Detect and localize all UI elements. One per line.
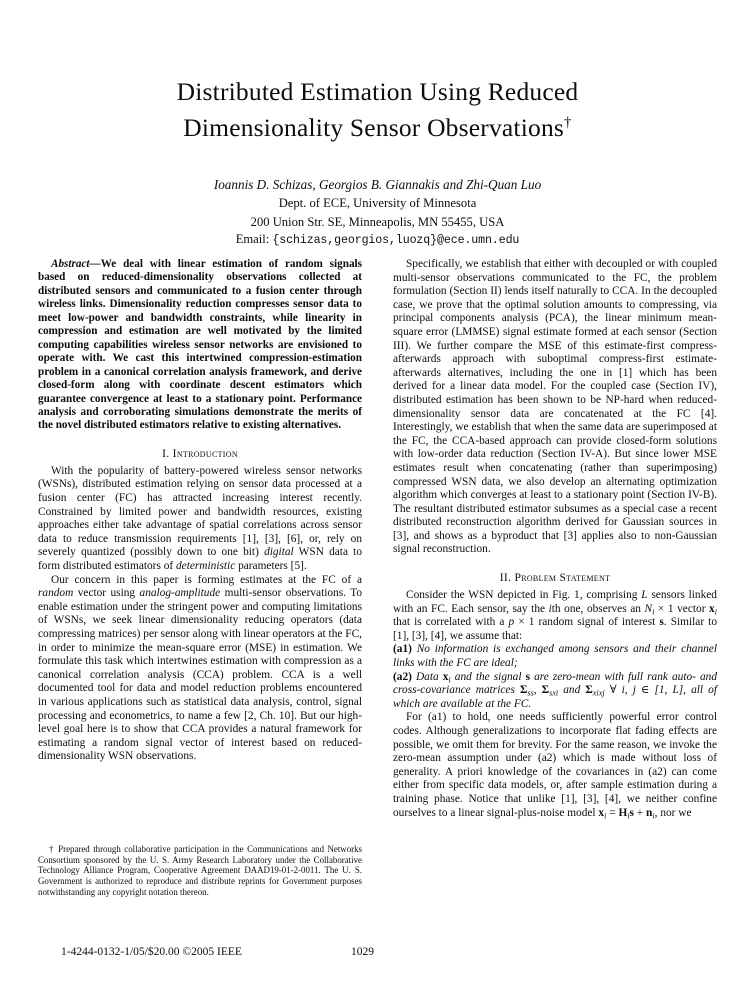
problem-p2-part-b: , nor we: [654, 806, 692, 819]
page-title-line-1: Distributed Estimation Using Reduced: [176, 77, 579, 106]
math-sub-i-3: i: [448, 674, 451, 684]
assumption-a2-text-b: and the signal: [450, 670, 526, 683]
problem-p1-part-f: × 1 random signal of interest: [514, 616, 660, 629]
assumption-a2-label: (a2): [393, 670, 412, 683]
intro-paragraph-1: [38, 465, 362, 574]
math-sub-i-6: i: [652, 810, 655, 820]
footnote-block: [38, 844, 362, 898]
math-sub-x-1: x: [592, 688, 597, 698]
footnote-marker-icon: †: [49, 844, 55, 854]
affiliation-line-1: Dept. of ECE, University of Minnesota: [278, 196, 477, 210]
math-sub-sx: sx: [549, 688, 556, 698]
page-title-line-2-text: Dimensionality Sensor Observations: [183, 113, 565, 142]
section-numeral-1: I.: [162, 446, 170, 460]
problem-paragraph-2: [393, 711, 717, 820]
page-title-line-2: [38, 110, 717, 146]
problem-p1-part-e: that is correlated with a: [393, 616, 509, 629]
footnote-body: Prepared through collaborative participation in the Communications and Networks Consortium sponsored by the U. S. Army Research Laboratory under the Collaborative Technology Alliance Program, Cooperative Agreement DAAD19-01-2-0011. The U. S. Government is authorized to reproduce and distribute reprints for Government purposes notwithstanding any copyright notation thereon.: [38, 844, 362, 897]
abstract-paragraph: [38, 258, 362, 433]
assumption-a2: (a2) Data $x_i$ and the signal s are zero-mean with full rank auto- and cross-covariance matrices $\Sigma_{ss}$, $\Sigma_{sxi}$ and $\Sigma_{xixj}$ ∀ i, j ∈ [1, L], all of which are available at the FC.: [393, 670, 718, 710]
intro-p1-part-a: With the popularity of battery-powered wireless sensor networks (WSNs), distributed estimation relying on sensor data processed at a fusion center (FC) has attracted increasing interest recently. Constrained by limited power and bandwidth resources, existing approaches either take advantage of spatial correlations across sensor data to reduce transmission requirements [1], [3], [6], or, rely on severely quantized (possibly down to one bit): [38, 464, 362, 559]
page-footer: [38, 946, 717, 958]
math-sigma-ss: Σ: [519, 684, 528, 697]
assumption-a1-text: No information is exchanged among sensors and their channel links with the FC are ideal;: [393, 643, 717, 670]
intro-p1-part-b: WSN data to form distributed estimators of: [38, 546, 363, 573]
section-heading-introduction: [38, 447, 362, 460]
section-heading-problem-statement: [393, 571, 717, 584]
math-sub-i-5: i: [627, 810, 630, 820]
footer-page-number: 1029: [351, 946, 374, 958]
assumption-a2-text-c: are zero-mean with full rank auto- and cross-covariance matrices: [393, 670, 718, 697]
math-equals: =: [606, 806, 619, 819]
math-var-p: p: [508, 616, 515, 629]
problem-p1-part-c: th one, observes an: [551, 602, 645, 615]
intro-paragraph-2: [38, 574, 362, 764]
assumption-a2-text-a: Data: [415, 670, 443, 683]
email-label: Email:: [235, 232, 270, 246]
math-vector-s-3: s: [629, 806, 634, 819]
math-var-L: L: [641, 589, 648, 602]
footer-isbn: 1-4244-0132-1/05/$20.00 ©2005 IEEE: [61, 946, 242, 958]
math-sub-x-i: i: [596, 688, 599, 698]
problem-p1-part-g: . Similar to [1], [3], [4], we assume that:: [393, 616, 717, 642]
email-line: [38, 231, 717, 250]
assumption-a1-label: (a1): [393, 643, 412, 656]
specifically-paragraph: Specifically, we establish that either with decoupled or with coupled multi-sensor observations communicated to the FC, the problem formulation (Section II) lends itself naturally to CCA. In the decoupled case, we prove that the optimal solution amounts to compressing, via principal components analysis (PCA), the linear minimum mean-square error (LMMSE) signal estimate formed at each sensor (Section III). We further compare the MSE of this estimate-first compress-afterwards approach with suboptimal compress-first estimate-afterwards alternatives, including the one in [1] which has been derived for a linear data model. For the coupled case (Section IV), distributed estimation has been shown to be NP-hard when reduced-dimensionality sensor data are concatenated at the FC [4]. Interestingly, we establish that when the same data are superimposed at the FC, the CCA-based approach can provide closed-form solutions with low-order data reduction (Section IV-A). But since lower MSE estimates result when concatenating (rather than superimposing) compressed WSN data, we also develop an alternating optimization algorithm which converges at least to a stationary point (Section IV-B). The resultant distributed estimator subsumes as a special case a recent distributed reconstruction algorithm derived for Gaussian sources in [3], and shows as a byproduct that [3] applies also to non-Gaussian signal reconstruction.: [393, 258, 717, 556]
intro-p2-italic-random: random: [38, 587, 74, 600]
problem-p1-part-d: × 1 vector: [654, 602, 710, 615]
intro-p2-part-a: Our concern in this paper is forming estimates at the FC of a: [51, 573, 362, 586]
math-vector-s-1: s: [659, 616, 664, 629]
abstract-text: We deal with linear estimation of random signals based on reduced-dimensionality observations collected at distributed sensors and communicated to a fusion center through wireless links. Dimensionality reduction compresses sensor data to meet low-power and bandwidth constraints, while linearity in compression and estimation are well motivated by the limited computing capabilities wireless sensor networks are envisioned to operate with. We cast this intertwined compression-estimation problem in a canonical correlation analysis framework, and derive closed-form along with coordinate descent estimators which guarantee convergence at least to a stationary point. Performance analysis and corroborating simulations demonstrate the merits of the novel distributed estimators relative to existing alternatives.: [38, 258, 362, 432]
section-title-2: Problem Statement: [514, 571, 611, 585]
left-column: [38, 258, 363, 897]
section-title-1: Introduction: [172, 446, 238, 460]
right-column: [393, 258, 717, 820]
math-sigma-xx: Σ: [585, 684, 593, 697]
assumption-a2-text-e: ∀ i, j ∈ [1, L], all of which are available at the FC.: [393, 684, 718, 710]
math-sub-sx-i: i: [555, 688, 559, 698]
intro-p2-part-b: vector using: [73, 587, 140, 600]
abstract-label: Abstract—: [51, 258, 101, 270]
assumption-a2-text-d: and: [558, 684, 586, 697]
email-address: {schizas,georgios,luozq}@ece.umn.edu: [272, 234, 520, 247]
math-sub-x-j: j: [602, 688, 605, 698]
problem-p1-part-b: sensors linked with an FC. Each sensor, say the: [393, 589, 717, 615]
math-sub-x-2: x: [598, 688, 603, 698]
title-dagger-icon: †: [564, 114, 572, 131]
problem-paragraph-1: [393, 589, 717, 643]
problem-p1-part-a: Consider the WSN depicted in Fig. 1, comprising: [406, 589, 642, 602]
assumption-a1: [393, 643, 717, 670]
math-sub-i-2: i: [714, 606, 717, 616]
intro-p2-italic-analog-amplitude: analog-amplitude: [139, 587, 221, 600]
math-vector-x-1: x: [709, 602, 715, 615]
math-sub-i-4: i: [604, 810, 607, 820]
math-var-N: N: [644, 602, 653, 615]
intro-p1-part-c: parameters [5].: [235, 560, 307, 573]
section-numeral-2: II.: [499, 571, 512, 585]
problem-p2-part-a: For (a1) to hold, one needs sufficiently powerful error control codes. Although generalizations to incorporate flat fading effects are possible, we omit them for brevity. For the same reason, we invoke the zero-mean assumption under (a2) which is made without loss of generality. A priori knowledge of the covariances in (a2) can come either from specific data models, or, after sample estimation during a training phase. Notice that unlike [1], [3], [4], we neither confine ourselves to a linear signal-plus-noise model: [393, 711, 717, 819]
math-plus: +: [633, 806, 647, 819]
affiliation-line-2: 200 Union Str. SE, Minneapolis, MN 55455, USA: [250, 214, 505, 229]
intro-p2-part-c: multi-sensor observations. To enable estimation under the stringent power and computing limitations of WSNs, we seek linear dimensionality reducing operators (data compressing matrices) per sensor along with linear operators at the FC, in order to minimize the mean-square error (MSE) in estimation. We formulate this task which intertwines estimation with compression as a canonical correlation analysis (CCA) problem. CCA is a well documented tool for data and model reduction problems encountered in various applications such as statistical data analysis, control, signal processing and econometrics, to name a few [2, Ch. 10]. But our high-level goal here is to show that CCA provides a natural framework for estimating a random signal vector of interest based on reduced-dimensionality WSN observations.: [38, 587, 362, 763]
math-sub-i-1: i: [652, 606, 655, 616]
math-sigma-sx: Σ: [541, 684, 550, 697]
math-matrix-H: H: [618, 806, 628, 819]
title-block: [38, 0, 717, 250]
author-list: Ioannis D. Schizas, Georgios B. Giannakis and Zhi-Quan Luo: [213, 177, 542, 192]
intro-p1-italic-deterministic: deterministic: [176, 560, 236, 573]
math-vector-n: n: [646, 806, 653, 819]
math-var-i: i: [548, 602, 552, 615]
two-column-body: [38, 258, 718, 897]
math-vector-x-3: x: [598, 806, 605, 819]
intro-p1-italic-digital: digital: [264, 546, 294, 559]
math-sub-ss: ss: [527, 688, 534, 698]
math-vector-s-2: s: [525, 670, 530, 683]
math-vector-x-2: x: [442, 670, 449, 683]
footnote-text: [38, 844, 362, 898]
